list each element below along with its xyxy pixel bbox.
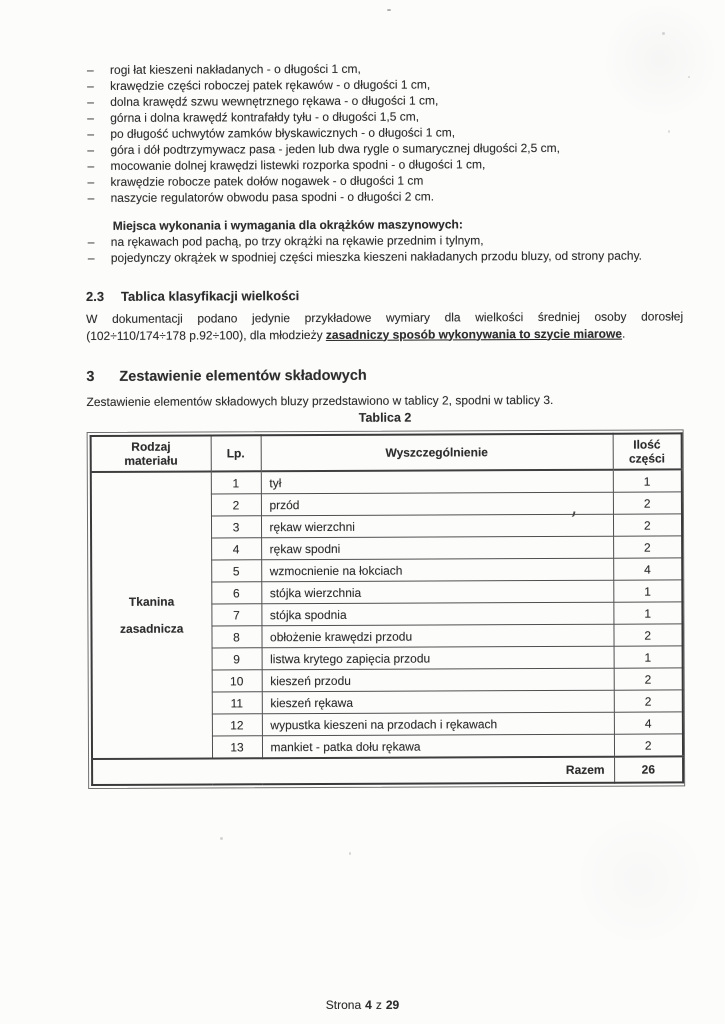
cell-lp: 1 [211,471,261,494]
material-group-cell: Tkanina zasadnicza [91,471,212,759]
scan-artifact [387,9,391,11]
total-label: Razem [92,757,614,785]
cell-name: listwa krytego zapięcia przodu [262,646,614,670]
list-item-text: mocowanie dolnej krawędzi listewki rozporka spodni - o długości 1 cm, [110,157,486,173]
dash-bullet: – [87,62,94,77]
paragraph-text: (102÷110/174÷178 p.92÷100), dla młodzieży [86,327,326,343]
table-header-row [91,433,682,472]
cell-name: tył [261,470,613,494]
section-title: Zestawienie elementów składowych [119,367,367,385]
cell-qty: 2 [613,624,682,646]
cell-name: rękaw wierzchni [261,514,613,538]
section-2-3-heading [86,285,683,305]
header-description: Wyszczególnienie [261,434,613,472]
scan-artifact [662,32,665,35]
cell-lp: 2 [211,494,261,516]
list-item-text: dolna krawędź szwu wewnętrznego rękawa - o długości 1 cm, [110,93,439,109]
cell-name: przód [261,492,613,516]
cell-lp: 4 [211,538,261,560]
dash-bullet: – [87,234,95,249]
footer-separator: z [375,998,382,1012]
cell-lp: 6 [211,582,261,604]
cell-name: rękaw spodni [261,536,613,560]
cell-qty: 1 [613,602,682,624]
table-caption: Tablica 2 [358,410,412,425]
cell-lp: 9 [212,648,262,670]
page-footer [0,998,725,1012]
footer-total-pages: 29 [385,998,400,1012]
document-content [85,59,685,789]
header-material: Rodzaj materiału [91,435,211,472]
cell-qty: 2 [614,668,683,690]
list-item-text: góra i dół podtrzymywacz pasa - jeden lub dwa rygle o sumarycznej długości 2,5 cm, [110,140,560,157]
dash-bullet: – [87,126,95,141]
cell-qty: 1 [613,469,682,492]
cell-qty: 2 [614,690,683,712]
cell-lp: 5 [211,560,261,582]
list-item [86,247,683,266]
scan-artifact [688,76,690,78]
list-item-text: górna i dolna krawędź kontrafałdy tyłu - o długości 1,5 cm, [110,109,420,125]
list-item-text: pojedynczy okrążek w spodniej części mieszka kieszeni nakładanych przodu bluzy, od strony pachy. [110,248,643,265]
cell-name: stójka spodnia [261,602,613,626]
cell-qty: 1 [613,580,682,602]
cell-name: wzmocnienie na łokciach [261,558,613,582]
list-item-text: po długość uchwytów zamków błyskawicznych - o długości 1 cm, [110,125,456,141]
cell-lp: 8 [211,626,261,648]
dash-bullet: – [87,110,94,125]
section-number: 2.3 [85,288,105,304]
header-quantity: Ilość części [613,433,682,469]
cell-name: wypustka kieszeni na przodach i rękawach [262,712,614,736]
dash-bullet: – [87,174,95,189]
dash-bullet: – [87,250,95,265]
cell-lp: 7 [211,604,261,626]
list-item-text: krawędzie robocze patek dołów nogawek - o długości 1 cm [110,173,424,189]
size-classification-paragraph [86,308,683,344]
cell-name: mankiet - patka dołu rękawa [262,734,614,758]
cell-name: kieszeń przodu [262,668,614,692]
cell-name: kieszeń rękawa [262,690,614,714]
components-table [90,432,685,786]
paragraph-line [86,325,683,344]
list-item-text: rogi łat kieszeni nakładanych - o długości 1 cm, [110,61,361,77]
cell-qty: 2 [613,492,682,514]
paragraph-text: . [621,326,626,341]
scan-artifact [349,852,351,855]
dash-bullet: – [87,78,94,93]
cell-qty: 4 [614,712,683,734]
cell-lp: 11 [212,692,262,714]
section-number: 3 [86,368,95,385]
cell-lp: 10 [212,670,262,692]
cell-qty: 2 [613,536,682,558]
total-value: 26 [614,756,683,782]
scan-artifact [220,837,223,840]
cell-lp: 13 [212,736,262,759]
section-title: Tablica klasyfikacji wielkości [120,288,300,304]
dash-bullet: – [87,94,94,109]
machine-rings-list [86,231,683,266]
footer-current-page: 4 [365,998,372,1012]
cell-qty: 1 [614,646,683,668]
cell-qty: 2 [613,514,682,536]
dash-bullet: – [87,190,95,205]
emphasized-text: zasadniczy sposób wykonywania to szycie miarowe [325,326,623,342]
machine-rings-heading: Miejsca wykonania i wymagania dla okrążków maszynowych: [112,217,463,233]
list-item-text: na rękawach pod pachą, po trzy okrążki na rękawie przednim i tylnym, [110,233,484,249]
table-intro-text: Zestawienie elementów składowych bluzy przedstawiono w tablicy 2, spodni w tablicy 3. [86,392,554,409]
seam-length-list [85,59,683,206]
paragraph-line: W dokumentacji podano jedynie przykładowe wymiary dla wielkości średniej osoby dorosłej [86,309,684,326]
cell-lp: 12 [212,714,262,736]
cell-lp: 3 [211,516,261,538]
section-3-heading [86,365,683,387]
cell-name: stójka wierzchnia [261,580,613,604]
list-item [86,187,683,206]
table-total-row [92,756,683,785]
cell-qty: 2 [614,734,683,757]
header-lp: Lp. [211,435,261,471]
components-table-wrapper [87,429,686,789]
cell-name: obłożenie krawędzi przodu [261,624,613,648]
table-row [91,469,682,494]
dash-bullet: – [87,142,95,157]
cell-qty: 4 [613,558,682,580]
list-item-text: krawędzie części roboczej patek rękawów - o długości 1 cm, [110,77,431,93]
footer-prefix: Strona [325,998,362,1012]
dash-bullet: – [87,158,95,173]
scan-artifact [668,130,670,133]
list-item-text: naszycie regulatorów obwodu pasa spodni - o długości 2 cm. [110,189,435,205]
